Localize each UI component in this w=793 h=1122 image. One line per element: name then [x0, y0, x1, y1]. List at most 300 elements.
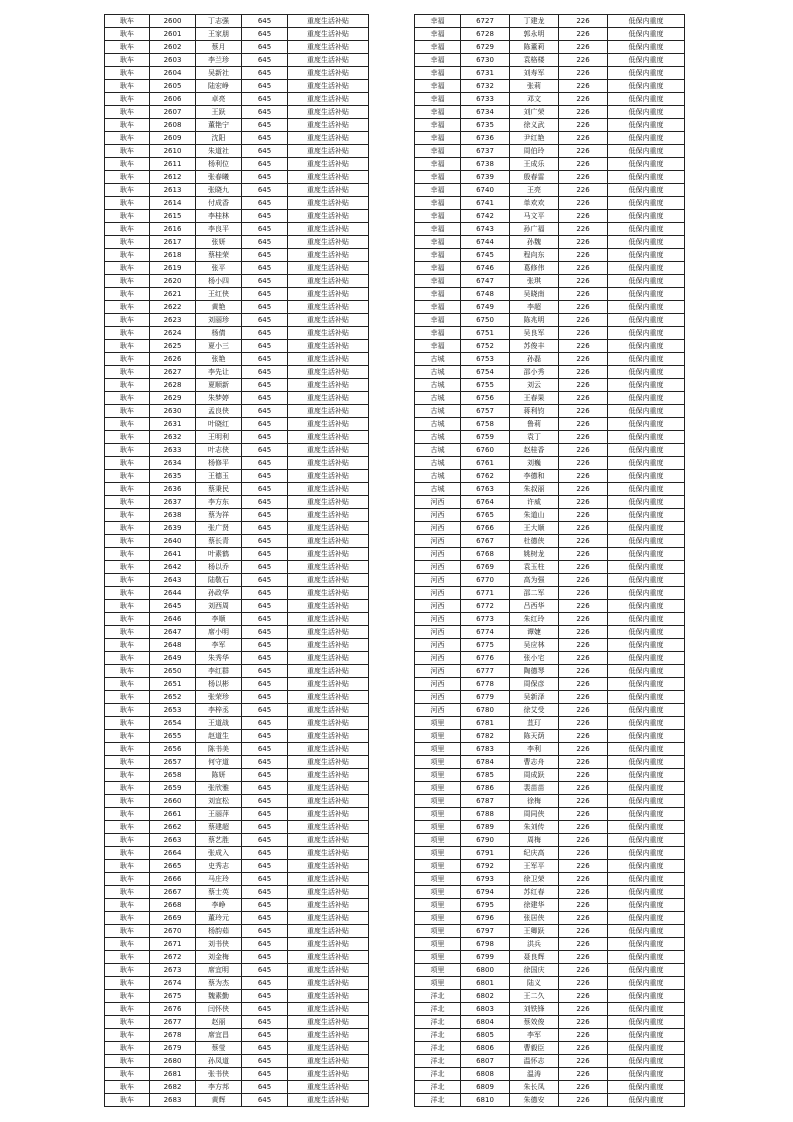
table-row: [415, 964, 685, 977]
table-cell: 低保内重度: [608, 847, 685, 860]
table-row: [415, 288, 685, 301]
table-row: [105, 288, 369, 301]
table-row: [105, 522, 369, 535]
table-cell: 低保内重度: [608, 743, 685, 756]
table-row: [105, 80, 369, 93]
table-cell: 6786: [461, 782, 510, 795]
table-cell: 李军: [510, 1029, 559, 1042]
table-cell: 项里: [415, 821, 461, 834]
table-row: [415, 80, 685, 93]
table-cell: 河西: [415, 704, 461, 717]
table-cell: 杨以彬: [196, 678, 242, 691]
table-cell: 226: [559, 132, 608, 145]
table-cell: 低保内重度: [608, 483, 685, 496]
table-cell: 耿车: [105, 587, 150, 600]
table-cell: 6729: [461, 41, 510, 54]
table-cell: 2662: [150, 821, 196, 834]
table-cell: 幸福: [415, 15, 461, 28]
table-cell: 低保内重度: [608, 990, 685, 1003]
table-cell: 耿车: [105, 665, 150, 678]
table-cell: 低保内重度: [608, 418, 685, 431]
table-cell: 低保内重度: [608, 1029, 685, 1042]
table-cell: 6803: [461, 1003, 510, 1016]
table-cell: 226: [559, 249, 608, 262]
table-row: [105, 821, 369, 834]
table-cell: 645: [242, 756, 288, 769]
table-cell: 6787: [461, 795, 510, 808]
table-row: [415, 691, 685, 704]
table-row: [105, 132, 369, 145]
table-cell: 645: [242, 925, 288, 938]
table-cell: 幸福: [415, 249, 461, 262]
table-cell: 叶晓红: [196, 418, 242, 431]
table-cell: 王亮: [510, 184, 559, 197]
table-cell: 古城: [415, 418, 461, 431]
table-cell: 耿车: [105, 15, 150, 28]
table-cell: 张居侠: [510, 912, 559, 925]
table-cell: 低保内重度: [608, 548, 685, 561]
table-cell: 重度生活补贴: [288, 197, 369, 210]
table-cell: 2638: [150, 509, 196, 522]
table-cell: 低保内重度: [608, 886, 685, 899]
table-cell: 项里: [415, 808, 461, 821]
table-cell: 殷春雷: [510, 171, 559, 184]
table-cell: 6728: [461, 28, 510, 41]
table-cell: 226: [559, 899, 608, 912]
table-row: [415, 262, 685, 275]
table-cell: 645: [242, 236, 288, 249]
table-cell: 温怀志: [510, 1055, 559, 1068]
table-cell: 项里: [415, 860, 461, 873]
table-cell: 周梅: [510, 834, 559, 847]
table-cell: 低保内重度: [608, 262, 685, 275]
table-cell: 耿车: [105, 509, 150, 522]
table-cell: 226: [559, 392, 608, 405]
left-table-body: [105, 15, 369, 1107]
table-cell: 耿车: [105, 522, 150, 535]
table-cell: 徐梅: [510, 795, 559, 808]
table-cell: 项里: [415, 730, 461, 743]
table-row: [105, 145, 369, 158]
table-cell: 项里: [415, 951, 461, 964]
table-row: [415, 444, 685, 457]
table-cell: 645: [242, 483, 288, 496]
table-row: [105, 1094, 369, 1107]
table-cell: 低保内重度: [608, 28, 685, 41]
table-row: [105, 925, 369, 938]
table-cell: 幸福: [415, 262, 461, 275]
table-cell: 2612: [150, 171, 196, 184]
table-cell: 226: [559, 639, 608, 652]
table-cell: 王卿跃: [510, 925, 559, 938]
table-cell: 耿车: [105, 808, 150, 821]
table-cell: 低保内重度: [608, 210, 685, 223]
table-cell: 低保内重度: [608, 457, 685, 470]
table-cell: 重度生活补贴: [288, 483, 369, 496]
table-cell: 226: [559, 93, 608, 106]
table-cell: 耿车: [105, 93, 150, 106]
table-row: [105, 1003, 369, 1016]
table-cell: 张成入: [196, 847, 242, 860]
table-cell: 低保内重度: [608, 275, 685, 288]
table-cell: 低保内重度: [608, 301, 685, 314]
table-cell: 重度生活补贴: [288, 444, 369, 457]
table-cell: 重度生活补贴: [288, 873, 369, 886]
table-cell: 耿车: [105, 470, 150, 483]
table-cell: 耿车: [105, 41, 150, 54]
table-row: [105, 1042, 369, 1055]
table-cell: 645: [242, 249, 288, 262]
table-cell: 杨小四: [196, 275, 242, 288]
table-row: [415, 522, 685, 535]
table-cell: 苏俊丰: [510, 340, 559, 353]
table-row: [415, 535, 685, 548]
table-cell: 2671: [150, 938, 196, 951]
table-row: [105, 678, 369, 691]
table-row: [105, 392, 369, 405]
table-cell: 6807: [461, 1055, 510, 1068]
table-cell: 645: [242, 977, 288, 990]
table-row: [105, 769, 369, 782]
table-cell: 耿车: [105, 1003, 150, 1016]
table-cell: 6749: [461, 301, 510, 314]
table-cell: 项里: [415, 886, 461, 899]
table-cell: 耿车: [105, 704, 150, 717]
table-cell: 226: [559, 964, 608, 977]
table-cell: 幸福: [415, 93, 461, 106]
table-cell: 2636: [150, 483, 196, 496]
table-cell: 6740: [461, 184, 510, 197]
table-cell: 645: [242, 197, 288, 210]
table-cell: 645: [242, 613, 288, 626]
table-cell: 645: [242, 886, 288, 899]
table-cell: 6731: [461, 67, 510, 80]
table-row: [415, 1042, 685, 1055]
table-cell: 645: [242, 1081, 288, 1094]
table-row: [415, 665, 685, 678]
table-cell: 226: [559, 67, 608, 80]
table-cell: 耿车: [105, 574, 150, 587]
table-cell: 蔡艺胜: [196, 834, 242, 847]
table-cell: 226: [559, 1094, 608, 1107]
table-row: [415, 743, 685, 756]
table-cell: 226: [559, 535, 608, 548]
table-row: [415, 730, 685, 743]
table-row: [415, 431, 685, 444]
table-cell: 645: [242, 561, 288, 574]
table-cell: 645: [242, 262, 288, 275]
table-row: [415, 782, 685, 795]
table-cell: 645: [242, 314, 288, 327]
table-row: [105, 41, 369, 54]
table-cell: 6789: [461, 821, 510, 834]
table-cell: 蔡为祥: [196, 509, 242, 522]
table-cell: 6772: [461, 600, 510, 613]
table-cell: 低保内重度: [608, 405, 685, 418]
table-cell: 重度生活补贴: [288, 613, 369, 626]
table-cell: 226: [559, 496, 608, 509]
table-cell: 高为强: [510, 574, 559, 587]
table-cell: 重度生活补贴: [288, 938, 369, 951]
table-row: [415, 652, 685, 665]
table-cell: 2639: [150, 522, 196, 535]
table-cell: 张艳: [196, 353, 242, 366]
table-cell: 张广贤: [196, 522, 242, 535]
table-cell: 王道战: [196, 717, 242, 730]
table-cell: 朱梦婷: [196, 392, 242, 405]
table-cell: 6735: [461, 119, 510, 132]
table-row: [105, 717, 369, 730]
table-cell: 幸福: [415, 197, 461, 210]
table-cell: 幸福: [415, 327, 461, 340]
table-cell: 河西: [415, 691, 461, 704]
table-cell: 645: [242, 821, 288, 834]
table-cell: 项里: [415, 977, 461, 990]
table-cell: 王春果: [510, 392, 559, 405]
table-row: [415, 275, 685, 288]
table-cell: 陆敬石: [196, 574, 242, 587]
table-cell: 重度生活补贴: [288, 626, 369, 639]
table-cell: 重度生活补贴: [288, 314, 369, 327]
table-row: [105, 262, 369, 275]
table-cell: 重度生活补贴: [288, 132, 369, 145]
table-cell: 6765: [461, 509, 510, 522]
table-cell: 项里: [415, 769, 461, 782]
table-cell: 645: [242, 1055, 288, 1068]
table-cell: 纪庆高: [510, 847, 559, 860]
table-cell: 6775: [461, 639, 510, 652]
table-row: [415, 548, 685, 561]
table-cell: 卓亮: [196, 93, 242, 106]
table-cell: 645: [242, 808, 288, 821]
table-cell: 2626: [150, 353, 196, 366]
table-cell: 王红侠: [196, 288, 242, 301]
table-cell: 赵道生: [196, 730, 242, 743]
table-cell: 645: [242, 951, 288, 964]
table-row: [105, 860, 369, 873]
table-cell: 重度生活补贴: [288, 704, 369, 717]
table-cell: 重度生活补贴: [288, 522, 369, 535]
table-cell: 重度生活补贴: [288, 652, 369, 665]
table-cell: 226: [559, 860, 608, 873]
table-cell: 李峥: [196, 899, 242, 912]
table-cell: 低保内重度: [608, 834, 685, 847]
table-cell: 重度生活补贴: [288, 93, 369, 106]
table-cell: 重度生活补贴: [288, 392, 369, 405]
table-cell: 耿车: [105, 327, 150, 340]
table-cell: 6758: [461, 418, 510, 431]
table-row: [415, 821, 685, 834]
table-cell: 2611: [150, 158, 196, 171]
table-cell: 2643: [150, 574, 196, 587]
table-cell: 645: [242, 782, 288, 795]
table-cell: 叶素鹤: [196, 548, 242, 561]
table-cell: 645: [242, 444, 288, 457]
table-cell: 李利: [510, 743, 559, 756]
table-cell: 2658: [150, 769, 196, 782]
table-cell: 226: [559, 1055, 608, 1068]
table-cell: 226: [559, 1029, 608, 1042]
table-cell: 徐卫荣: [510, 873, 559, 886]
table-cell: 低保内重度: [608, 444, 685, 457]
table-cell: 645: [242, 301, 288, 314]
table-cell: 645: [242, 145, 288, 158]
table-row: [105, 977, 369, 990]
table-row: [415, 1003, 685, 1016]
table-cell: 226: [559, 54, 608, 67]
table-cell: 2603: [150, 54, 196, 67]
table-cell: 幸福: [415, 80, 461, 93]
table-cell: 2644: [150, 587, 196, 600]
table-cell: 耿车: [105, 106, 150, 119]
table-cell: 古城: [415, 353, 461, 366]
table-cell: 226: [559, 522, 608, 535]
table-cell: 6768: [461, 548, 510, 561]
table-row: [415, 353, 685, 366]
table-row: [415, 626, 685, 639]
table-cell: 蔡月: [196, 41, 242, 54]
table-cell: 低保内重度: [608, 1068, 685, 1081]
table-cell: 张春曦: [196, 171, 242, 184]
table-cell: 低保内重度: [608, 1055, 685, 1068]
table-cell: 226: [559, 626, 608, 639]
table-cell: 6798: [461, 938, 510, 951]
table-cell: 重度生活补贴: [288, 574, 369, 587]
table-row: [415, 574, 685, 587]
table-cell: 低保内重度: [608, 1042, 685, 1055]
table-cell: 645: [242, 210, 288, 223]
table-cell: 耿车: [105, 990, 150, 1003]
table-row: [415, 860, 685, 873]
table-cell: 645: [242, 80, 288, 93]
table-cell: 低保内重度: [608, 431, 685, 444]
table-row: [415, 54, 685, 67]
table-cell: 低保内重度: [608, 392, 685, 405]
table-cell: 6804: [461, 1016, 510, 1029]
table-cell: 杜德侠: [510, 535, 559, 548]
table-cell: 226: [559, 717, 608, 730]
table-cell: 226: [559, 977, 608, 990]
table-cell: 尹红艳: [510, 132, 559, 145]
table-cell: 226: [559, 431, 608, 444]
table-cell: 重度生活补贴: [288, 158, 369, 171]
table-cell: 2681: [150, 1068, 196, 1081]
table-cell: 6757: [461, 405, 510, 418]
table-cell: 耿车: [105, 288, 150, 301]
table-cell: 226: [559, 548, 608, 561]
table-cell: 低保内重度: [608, 171, 685, 184]
table-cell: 226: [559, 886, 608, 899]
table-cell: 古城: [415, 483, 461, 496]
table-cell: 2635: [150, 470, 196, 483]
table-cell: 6744: [461, 236, 510, 249]
table-cell: 吴晓南: [510, 288, 559, 301]
table-cell: 低保内重度: [608, 145, 685, 158]
table-cell: 张平: [196, 262, 242, 275]
table-cell: 洋北: [415, 1003, 461, 1016]
table-cell: 耿车: [105, 1081, 150, 1094]
table-cell: 低保内重度: [608, 340, 685, 353]
table-cell: 6737: [461, 145, 510, 158]
table-cell: 丁志强: [196, 15, 242, 28]
table-cell: 2654: [150, 717, 196, 730]
table-cell: 耿车: [105, 626, 150, 639]
table-cell: 2653: [150, 704, 196, 717]
table-cell: 226: [559, 561, 608, 574]
table-cell: 孙磊: [510, 353, 559, 366]
table-cell: 低保内重度: [608, 15, 685, 28]
table-row: [415, 990, 685, 1003]
table-row: [415, 1029, 685, 1042]
table-cell: 耿车: [105, 392, 150, 405]
table-row: [415, 340, 685, 353]
table-cell: 幸福: [415, 184, 461, 197]
table-row: [415, 418, 685, 431]
table-cell: 河西: [415, 522, 461, 535]
table-cell: 645: [242, 600, 288, 613]
table-cell: 重度生活补贴: [288, 249, 369, 262]
table-cell: 6796: [461, 912, 510, 925]
table-cell: 耿车: [105, 795, 150, 808]
table-row: [415, 873, 685, 886]
table-cell: 6741: [461, 197, 510, 210]
table-cell: 2613: [150, 184, 196, 197]
table-cell: 耿车: [105, 912, 150, 925]
table-row: [415, 795, 685, 808]
table-cell: 聂良辉: [510, 951, 559, 964]
table-cell: 低保内重度: [608, 938, 685, 951]
table-cell: 耿车: [105, 1055, 150, 1068]
table-cell: 周同侠: [510, 808, 559, 821]
table-cell: 低保内重度: [608, 366, 685, 379]
table-cell: 吴新泽: [510, 691, 559, 704]
table-row: [105, 236, 369, 249]
table-cell: 王家朋: [196, 28, 242, 41]
table-cell: 席小明: [196, 626, 242, 639]
table-cell: 6764: [461, 496, 510, 509]
table-cell: 王德玉: [196, 470, 242, 483]
table-cell: 重度生活补贴: [288, 977, 369, 990]
table-cell: 重度生活补贴: [288, 782, 369, 795]
table-cell: 低保内重度: [608, 899, 685, 912]
table-row: [415, 769, 685, 782]
table-cell: 朱刘传: [510, 821, 559, 834]
table-cell: 重度生活补贴: [288, 769, 369, 782]
table-cell: 耿车: [105, 834, 150, 847]
table-cell: 徐艾受: [510, 704, 559, 717]
table-cell: 周伯玲: [510, 145, 559, 158]
table-cell: 重度生活补贴: [288, 678, 369, 691]
table-cell: 耿车: [105, 145, 150, 158]
table-cell: 重度生活补贴: [288, 548, 369, 561]
table-cell: 重度生活补贴: [288, 223, 369, 236]
table-cell: 古城: [415, 405, 461, 418]
table-row: [105, 249, 369, 262]
table-row: [415, 405, 685, 418]
table-cell: 李桂林: [196, 210, 242, 223]
table-cell: 低保内重度: [608, 67, 685, 80]
table-cell: 幸福: [415, 158, 461, 171]
table-cell: 226: [559, 756, 608, 769]
table-cell: 重度生活补贴: [288, 1068, 369, 1081]
table-cell: 226: [559, 613, 608, 626]
table-row: [415, 717, 685, 730]
table-cell: 李军: [196, 639, 242, 652]
table-cell: 645: [242, 990, 288, 1003]
table-cell: 重度生活补贴: [288, 639, 369, 652]
table-cell: 6733: [461, 93, 510, 106]
table-cell: 6783: [461, 743, 510, 756]
